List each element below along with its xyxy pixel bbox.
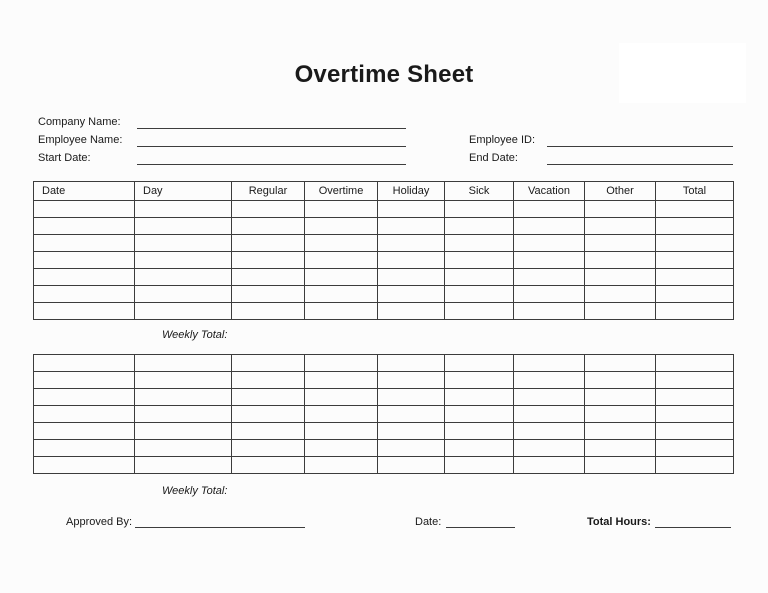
empty-cell bbox=[445, 286, 514, 303]
empty-cell bbox=[585, 457, 656, 474]
column-header-regular: Regular bbox=[232, 182, 305, 201]
empty-cell bbox=[445, 235, 514, 252]
empty-cell bbox=[232, 218, 305, 235]
empty-cell bbox=[514, 423, 585, 440]
empty-timesheet-row bbox=[34, 389, 734, 406]
empty-cell bbox=[232, 201, 305, 218]
column-header-other: Other bbox=[585, 182, 656, 201]
empty-cell bbox=[445, 201, 514, 218]
empty-cell bbox=[232, 235, 305, 252]
empty-cell bbox=[378, 303, 445, 320]
empty-cell bbox=[135, 218, 232, 235]
empty-cell bbox=[656, 355, 734, 372]
empty-cell bbox=[135, 269, 232, 286]
start-date-label: Start Date: bbox=[38, 152, 91, 164]
empty-timesheet-row bbox=[34, 303, 734, 320]
empty-cell bbox=[585, 423, 656, 440]
empty-timesheet-row bbox=[34, 457, 734, 474]
empty-cell bbox=[514, 269, 585, 286]
empty-timesheet-row bbox=[34, 201, 734, 218]
empty-cell bbox=[445, 252, 514, 269]
empty-cell bbox=[445, 218, 514, 235]
employee-id-label: Employee ID: bbox=[469, 134, 536, 146]
date-label: Date: bbox=[415, 516, 442, 528]
employee-id-line bbox=[547, 146, 733, 147]
column-header-sick: Sick bbox=[445, 182, 514, 201]
empty-cell bbox=[135, 201, 232, 218]
empty-cell bbox=[514, 252, 585, 269]
empty-timesheet-row bbox=[34, 286, 734, 303]
empty-cell bbox=[135, 423, 232, 440]
empty-cell bbox=[585, 355, 656, 372]
total-hours-label: Total Hours: bbox=[587, 516, 651, 528]
empty-cell bbox=[34, 269, 135, 286]
employee-name-line bbox=[137, 146, 406, 147]
empty-timesheet-row bbox=[34, 355, 734, 372]
empty-cell bbox=[378, 235, 445, 252]
empty-cell bbox=[135, 355, 232, 372]
empty-cell bbox=[514, 286, 585, 303]
empty-cell bbox=[445, 440, 514, 457]
empty-cell bbox=[378, 423, 445, 440]
empty-cell bbox=[378, 252, 445, 269]
empty-cell bbox=[232, 269, 305, 286]
empty-cell bbox=[34, 286, 135, 303]
empty-cell bbox=[585, 440, 656, 457]
empty-cell bbox=[135, 286, 232, 303]
empty-cell bbox=[232, 303, 305, 320]
empty-cell bbox=[34, 252, 135, 269]
empty-cell bbox=[514, 406, 585, 423]
empty-cell bbox=[135, 389, 232, 406]
empty-cell bbox=[445, 457, 514, 474]
company-name-line bbox=[137, 128, 406, 129]
empty-cell bbox=[378, 218, 445, 235]
empty-cell bbox=[305, 252, 378, 269]
timesheet-header-row bbox=[34, 182, 734, 201]
empty-cell bbox=[585, 286, 656, 303]
empty-cell bbox=[656, 303, 734, 320]
empty-cell bbox=[585, 218, 656, 235]
empty-cell bbox=[34, 201, 135, 218]
empty-cell bbox=[445, 372, 514, 389]
empty-cell bbox=[232, 406, 305, 423]
empty-cell bbox=[585, 201, 656, 218]
end-date-line bbox=[547, 164, 733, 165]
empty-cell bbox=[305, 303, 378, 320]
weekly-total-label-week2: Weekly Total: bbox=[162, 485, 228, 497]
empty-cell bbox=[585, 269, 656, 286]
empty-cell bbox=[656, 286, 734, 303]
empty-cell bbox=[305, 355, 378, 372]
empty-cell bbox=[514, 303, 585, 320]
empty-cell bbox=[656, 372, 734, 389]
empty-cell bbox=[378, 406, 445, 423]
company-name-label: Company Name: bbox=[38, 116, 121, 128]
date-line bbox=[446, 527, 515, 528]
empty-cell bbox=[514, 389, 585, 406]
empty-cell bbox=[445, 406, 514, 423]
empty-cell bbox=[34, 303, 135, 320]
end-date-label: End Date: bbox=[469, 152, 518, 164]
empty-cell bbox=[514, 235, 585, 252]
empty-cell bbox=[514, 440, 585, 457]
empty-cell bbox=[34, 218, 135, 235]
empty-cell bbox=[585, 406, 656, 423]
empty-cell bbox=[378, 355, 445, 372]
empty-cell bbox=[656, 252, 734, 269]
empty-cell bbox=[585, 303, 656, 320]
empty-cell bbox=[445, 269, 514, 286]
empty-cell bbox=[135, 406, 232, 423]
empty-cell bbox=[232, 286, 305, 303]
column-header-overtime: Overtime bbox=[305, 182, 378, 201]
empty-cell bbox=[305, 372, 378, 389]
empty-cell bbox=[232, 440, 305, 457]
empty-timesheet-row bbox=[34, 218, 734, 235]
empty-timesheet-row bbox=[34, 252, 734, 269]
empty-cell bbox=[656, 406, 734, 423]
approved-by-line bbox=[135, 527, 305, 528]
empty-cell bbox=[135, 235, 232, 252]
empty-cell bbox=[232, 423, 305, 440]
empty-cell bbox=[656, 201, 734, 218]
empty-cell bbox=[305, 269, 378, 286]
empty-cell bbox=[378, 286, 445, 303]
empty-cell bbox=[514, 355, 585, 372]
timesheet-week2-table bbox=[33, 354, 734, 474]
column-header-vacation: Vacation bbox=[514, 182, 585, 201]
empty-cell bbox=[135, 372, 232, 389]
column-header-total: Total bbox=[656, 182, 734, 201]
empty-cell bbox=[514, 218, 585, 235]
empty-timesheet-row bbox=[34, 235, 734, 252]
empty-timesheet-row bbox=[34, 269, 734, 286]
empty-cell bbox=[378, 372, 445, 389]
empty-cell bbox=[445, 303, 514, 320]
empty-cell bbox=[305, 406, 378, 423]
empty-timesheet-row bbox=[34, 440, 734, 457]
empty-cell bbox=[135, 440, 232, 457]
empty-cell bbox=[656, 440, 734, 457]
column-header-date: Date bbox=[34, 182, 135, 201]
column-header-day: Day bbox=[135, 182, 232, 201]
empty-cell bbox=[514, 372, 585, 389]
empty-cell bbox=[305, 218, 378, 235]
empty-cell bbox=[232, 355, 305, 372]
empty-cell bbox=[34, 235, 135, 252]
empty-cell bbox=[34, 457, 135, 474]
empty-cell bbox=[656, 389, 734, 406]
empty-cell bbox=[305, 389, 378, 406]
empty-cell bbox=[656, 457, 734, 474]
empty-cell bbox=[445, 355, 514, 372]
empty-cell bbox=[135, 303, 232, 320]
empty-cell bbox=[445, 423, 514, 440]
empty-cell bbox=[585, 252, 656, 269]
empty-cell bbox=[585, 389, 656, 406]
empty-cell bbox=[378, 457, 445, 474]
empty-cell bbox=[232, 389, 305, 406]
total-hours-line bbox=[655, 527, 731, 528]
empty-cell bbox=[656, 235, 734, 252]
empty-cell bbox=[135, 457, 232, 474]
empty-timesheet-row bbox=[34, 406, 734, 423]
empty-cell bbox=[656, 423, 734, 440]
empty-cell bbox=[656, 218, 734, 235]
weekly-total-label-week1: Weekly Total: bbox=[162, 329, 228, 341]
empty-cell bbox=[585, 372, 656, 389]
empty-timesheet-row bbox=[34, 423, 734, 440]
empty-cell bbox=[305, 423, 378, 440]
empty-cell bbox=[34, 389, 135, 406]
empty-cell bbox=[378, 440, 445, 457]
empty-cell bbox=[34, 355, 135, 372]
empty-cell bbox=[305, 286, 378, 303]
employee-name-label: Employee Name: bbox=[38, 134, 123, 146]
empty-cell bbox=[514, 201, 585, 218]
column-header-holiday: Holiday bbox=[378, 182, 445, 201]
empty-cell bbox=[305, 235, 378, 252]
empty-cell bbox=[34, 440, 135, 457]
empty-cell bbox=[305, 440, 378, 457]
empty-cell bbox=[232, 252, 305, 269]
start-date-line bbox=[137, 164, 406, 165]
empty-cell bbox=[34, 423, 135, 440]
empty-cell bbox=[34, 406, 135, 423]
empty-cell bbox=[656, 269, 734, 286]
empty-timesheet-row bbox=[34, 372, 734, 389]
empty-cell bbox=[135, 252, 232, 269]
empty-cell bbox=[585, 235, 656, 252]
page-title: Overtime Sheet bbox=[294, 61, 474, 88]
approved-by-label: Approved By: bbox=[66, 516, 133, 528]
empty-cell bbox=[305, 201, 378, 218]
empty-cell bbox=[514, 457, 585, 474]
empty-cell bbox=[232, 372, 305, 389]
empty-cell bbox=[305, 457, 378, 474]
empty-cell bbox=[378, 269, 445, 286]
empty-cell bbox=[232, 457, 305, 474]
empty-cell bbox=[34, 372, 135, 389]
empty-cell bbox=[445, 389, 514, 406]
empty-cell bbox=[378, 389, 445, 406]
empty-cell bbox=[378, 201, 445, 218]
timesheet-week1-table bbox=[33, 181, 734, 320]
